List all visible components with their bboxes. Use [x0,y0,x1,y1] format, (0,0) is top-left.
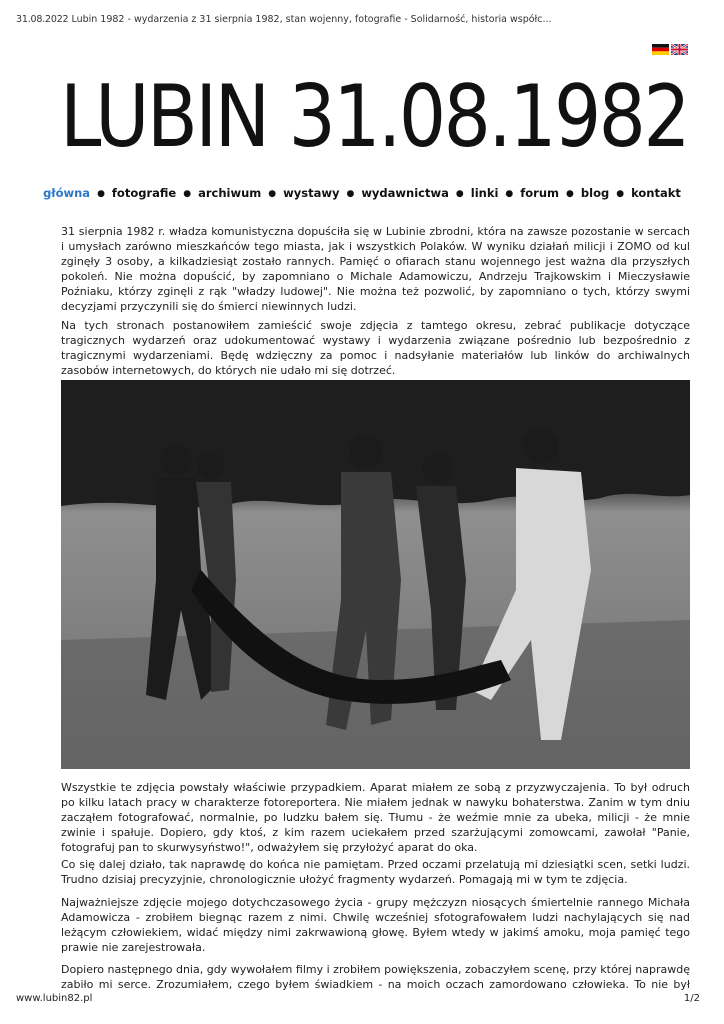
print-date: 31.08.2022 [16,14,69,25]
nav-separator: ● [183,189,192,199]
nav-separator: ● [268,189,277,199]
german-flag-icon[interactable] [652,44,669,55]
photo-illustration [61,380,690,769]
nav-separator: ● [616,189,625,199]
nav-item-wystawy[interactable]: wystawy [283,186,340,200]
language-switcher [652,44,688,55]
nav-item-forum[interactable]: forum [520,186,560,200]
page-number: 1/2 [683,993,700,1004]
nav-separator: ● [566,189,574,199]
intro-paragraph: 31 sierpnia 1982 r. władza komunistyczna dopuściła się w Lubinie zbrodni, która na zawsze pozostanie w sercach i umysłach zarówno mieszkańców tego miasta, jak i wszystkich Polaków. W wyniku działań milicji i ZOMO od kul zginęły 3 osoby, a kilkadziesiąt zostało rannych. Pamięć o ofiarach stanu wojennego jest ważna dla przyszłych pokoleń. Nie można dopuścić, by zapomniano o Michale Adamowiczu, Andrzeju Trajkowskim i Mieczysławie Poźniaku, którzy zginęli z rąk "władzy ludowej". Nie można też pozwolić, by zapomniano o tych, którzy swymi decyzjami przyczynili się do śmierci niewinnych ludzi. [61,225,690,313]
print-header [16,14,716,25]
story-paragraph-2: Co się dalej działo, tak naprawdę do końca nie pamiętam. Przed oczami przelatują mi dziesiątki scen, setki ludzi. Trudno dzisiaj precyzyjnie, chronologicznie ułożyć fragmenty wydarzeń. Pomagają mi w tym te zdjęcia. [61,858,690,886]
nav-item-wydawnictwa[interactable]: wydawnictwa [361,186,449,200]
nav-item-fotografie[interactable]: fotografie [111,186,177,200]
nav-item-glowna[interactable]: główna [43,186,91,200]
nav-separator: ● [97,189,105,199]
historical-photo [61,380,690,769]
story-paragraph-1: Wszystkie te zdjęcia powstały właściwie przypadkiem. Aparat miałem ze sobą z przyzwyczajenia. To był odruch po kilku latach pracy w charakterze fotoreportera. Nie miałem jednak w nawyku bohaterstwa. Zanim w tym dniu zacząłem fotografować, normalnie, po ludzku bałem się. Tłumu - że weźmie mnie za ubeka, milicji - że mnie zwinie i spałuje. Dopiero, gdy ktoś, z kim razem uciekałem przed szarżującymi zomowcami, zawołał "Panie, fotografuj pan to skurwysyństwo!", odważyłem się przyłożyć aparat do oka. [61,781,690,854]
purpose-paragraph: Na tych stronach postanowiłem zamieścić swoje zdjęcia z tamtego okresu, zebrać publikacje dotyczące tragicznych wydarzeń oraz udokumentować wystawy i wydarzenia związane pośrednio lub bezpośrednio z tragicznymi wydarzeniami. Będę wdzięczny za pomoc i nadsyłanie materiałów lub linków do archiwalnych zasobów internetowych, do których nie udało mi się dotrzeć. [61,319,690,377]
footer-url: www.lubin82.pl [16,993,93,1004]
nav-separator: ● [455,189,464,199]
nav-item-blog[interactable]: blog [580,186,610,200]
story-paragraph-4: Dopiero następnego dnia, gdy wywołałem filmy i zrobiłem powiększenia, zobaczyłem scenę, przy której naprawdę zabiło mi serce. Zrozumiałem, czego byłem świadkiem - na moich oczach zamordowano człowieka. To nie był [61,963,690,991]
nav-separator: ● [505,189,514,199]
nav-separator: ● [346,189,355,199]
print-title: Lubin 1982 - wydarzenia z 31 sierpnia 1982, stan wojenny, fotografie - Solidarność, historia współc... [71,14,552,25]
nav-item-kontakt[interactable]: kontakt [631,186,681,200]
site-logo[interactable] [60,68,690,158]
nav-item-linki[interactable]: linki [470,186,499,200]
story-paragraph-3: Najważniejsze zdjęcie mojego dotychczasowego życia - grupy mężczyzn niosących śmiertelnie rannego Michała Adamowicza - zrobiłem biegnąc razem z nimi. Chwilę wcześniej sfotografowałem ludzi nachylających się nad leżącym człowiekiem, widać między nimi zakrwawioną głowę. Byłem wtedy w jakimś amoku, moja pamięć tego prawie nie zarejestrowała. [61,896,690,954]
nav-item-archiwum[interactable]: archiwum [198,186,262,200]
british-flag-icon[interactable] [671,44,688,55]
main-navigation [0,186,724,200]
logo-text: LUBIN 31.08.1982 [60,68,688,158]
